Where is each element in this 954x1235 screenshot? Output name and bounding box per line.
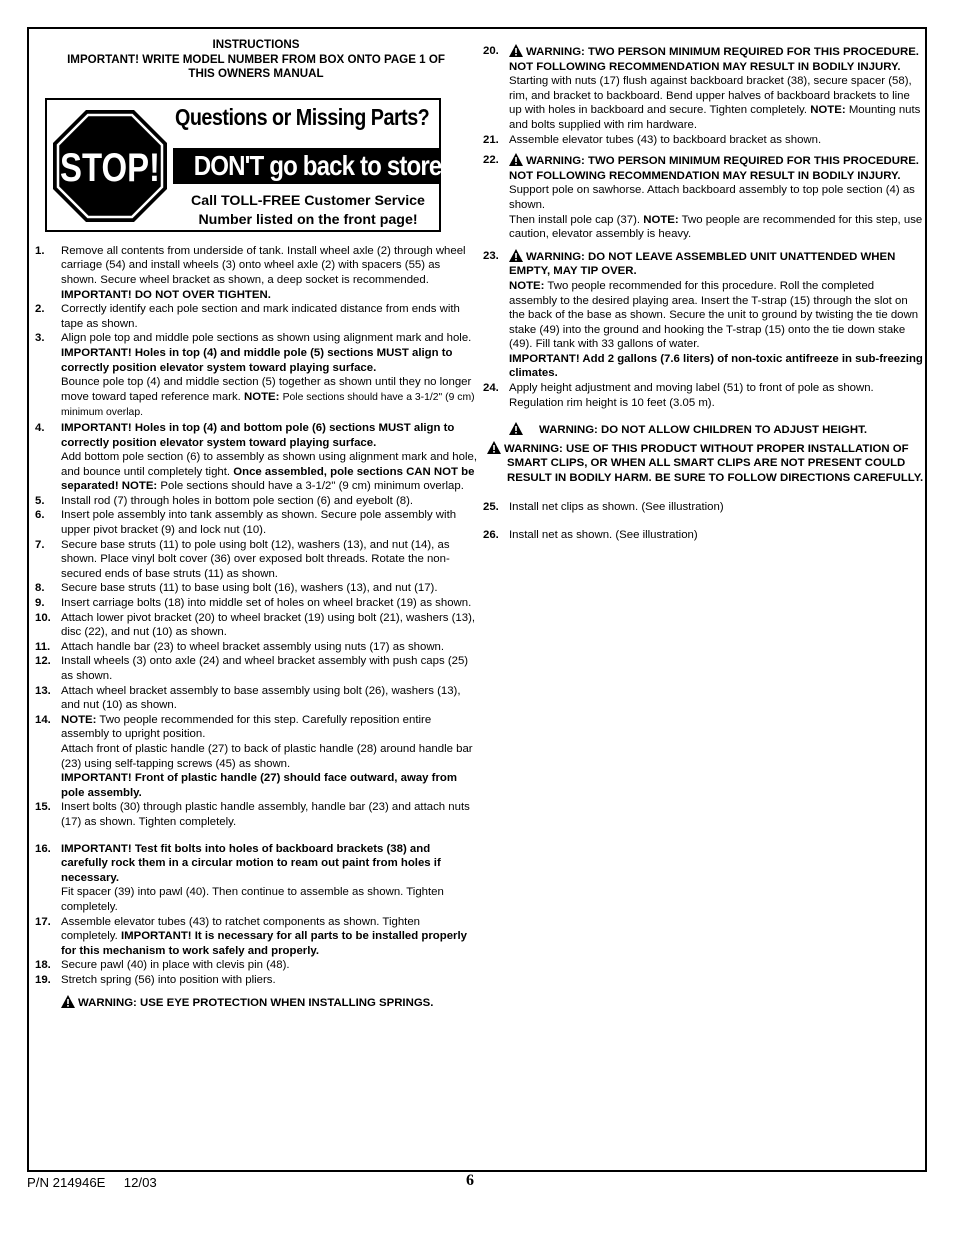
step-note: Pole sections should have a 3-1/2" (9 cm) minimum overlap. xyxy=(61,391,475,419)
step-16 xyxy=(35,842,477,915)
step-number: 7. xyxy=(35,538,45,551)
step-important: IMPORTANT! It is necessary for all parts to be installed properly for this mechanism to work safely and properly. xyxy=(61,930,467,957)
dont-go-back-text: DON'T go back to store! xyxy=(193,149,449,181)
step-number: 6. xyxy=(35,509,45,522)
header-title: INSTRUCTIONS xyxy=(212,38,300,51)
step-26 xyxy=(483,528,925,543)
step-22 xyxy=(483,153,925,242)
step-note: Pole sections should have a 3-1/2" (9 cm) minimum overlap. xyxy=(160,480,464,493)
step-important: IMPORTANT! Add 2 gallons (7.6 liters) of non-toxic antifreeze in sub-freezing climates. xyxy=(509,352,923,380)
step-number: 22. xyxy=(483,154,499,167)
step-text: Add bottom pole section (6) to assembly as shown using alignment mark and hole, and bounce until completely tight. xyxy=(61,451,477,478)
step-text: Install rod (7) through holes in bottom pole section (6) and eyebolt (8). xyxy=(61,494,414,507)
step-warning xyxy=(509,251,895,278)
step-2 xyxy=(35,302,477,331)
step-text: Assemble elevator tubes (43) to ratchet components as shown. Tighten completely. xyxy=(61,915,420,943)
step-9 xyxy=(35,596,477,611)
dont-go-back-banner xyxy=(173,148,449,184)
warning-triangle-icon xyxy=(487,441,501,454)
step-text: Align pole top and middle pole sections as shown using alignment mark and hole. xyxy=(61,332,472,345)
step-text: Install net clips as shown. (See illustration) xyxy=(509,500,724,513)
step-number: 23. xyxy=(483,249,499,262)
step-text: Remove all contents from underside of tank. Install wheel axle (2) through wheel carriage (54) and install wheels (3) onto wheel axle (2) with spacers (55) as shown. Secure wheel bracket as shown, a deep socket is recommended. xyxy=(61,244,466,286)
instructions-header xyxy=(35,38,477,82)
step-number: 9. xyxy=(35,597,45,610)
step-10 xyxy=(35,611,477,640)
step-note-label: NOTE: xyxy=(643,213,679,226)
steps-list-left xyxy=(35,244,477,1011)
warning-triangle-icon xyxy=(509,44,523,57)
step-text: Assemble elevator tubes (43) to backboard bracket as shown. xyxy=(509,133,822,146)
page-number: 6 xyxy=(466,1172,474,1189)
warning-triangle-icon xyxy=(509,153,523,166)
step-text-2: Attach front of plastic handle (27) to back of plastic handle (28) around handle bar (23) using self-tapping screws (45) as shown. xyxy=(61,742,473,770)
step-4 xyxy=(35,421,477,494)
step-warning xyxy=(509,155,919,182)
step-text: Secure base struts (11) to pole using bolt (12), washers (13), and nut (14), as shown. Place vinyl bolt cover (36) over exposed bolt threads. Rotate the non-secured ends of base struts (11) as shown. xyxy=(61,538,450,580)
step-7 xyxy=(35,538,477,582)
step-number: 20. xyxy=(483,45,499,57)
step-text: Bounce pole top (4) and middle section (5) together as shown until they no longer move toward taped reference mark. xyxy=(61,376,472,403)
step-number: 8. xyxy=(35,582,45,595)
smart-clips-warning-text: WARNING: USE OF THIS PRODUCT WITHOUT PROPER INSTALLATION OF SMART CLIPS, OR WHEN ALL SMART CLIPS ARE NOT PRESENT COULD RESULT IN BODILY HARM. BE SURE TO FOLLOW DIRECTIONS CAREFULLY. xyxy=(504,442,924,485)
header-line-2: IMPORTANT! WRITE MODEL NUMBER FROM BOX ONTO PAGE 1 OF xyxy=(67,52,445,66)
step-text: Apply height adjustment and moving label (51) to front of pole as shown. Regulation rim height is 10 feet (3.05 m). xyxy=(509,382,874,409)
step-important: IMPORTANT! Front of plastic handle (27) should face outward, away from pole assembly. xyxy=(61,772,457,799)
step-20 xyxy=(483,44,925,133)
warning-text: WARNING: DO NOT LEAVE ASSEMBLED UNIT UNATTENDED WHEN EMPTY, MAY TIP OVER. xyxy=(509,250,896,278)
step-23 xyxy=(483,249,925,381)
step-number: 2. xyxy=(35,303,45,316)
header-line-3: THIS OWNERS MANUAL xyxy=(188,67,324,81)
step-text: Two people recommended for this procedure. Roll the completed assembly to the desired playing area. Insert the T-strap (15) through the slot on the back of the base as shown. Secure the unit to ground by twisting the tie down stake (49) into the ground and hooking the T-strap (15) onto the tie down stake (49). Fill tank with 33 gallons of water. xyxy=(509,279,919,351)
stop-text: STOP! xyxy=(60,145,160,190)
step-important: IMPORTANT! Test fit bolts into holes of backboard brackets (38) and carefully rock them in a circular motion to ream out paint from holes if necessary. xyxy=(61,842,441,884)
step-number: 14. xyxy=(35,713,51,726)
right-column xyxy=(483,44,925,543)
step-3 xyxy=(35,331,477,421)
step-text: Attach wheel bracket assembly to base assembly using bolt (26), washers (13), and nut (10) as shown. xyxy=(61,684,461,712)
step-number: 26. xyxy=(483,529,499,542)
step-number: 1. xyxy=(35,244,45,257)
stop-banner xyxy=(45,98,449,232)
step-number: 24. xyxy=(483,382,499,395)
step-text: Support pole on sawhorse. Attach backboard assembly to top pole section (4) as shown. xyxy=(509,184,915,211)
step-note-label: NOTE: xyxy=(509,279,545,292)
step-text: Attach lower pivot bracket (20) to wheel bracket (19) using bolt (21), washers (13), disc (22), and nut (10) as shown. xyxy=(61,611,476,639)
step-21 xyxy=(483,133,925,148)
step-25 xyxy=(483,500,925,515)
step-13 xyxy=(35,684,477,713)
call-line-1: Call TOLL-FREE Customer Service xyxy=(191,192,425,209)
step-note-label: NOTE: xyxy=(810,104,846,117)
warning-text: WARNING: USE EYE PROTECTION WHEN INSTALLING SPRINGS. xyxy=(78,997,434,1010)
children-warning xyxy=(483,422,925,438)
step-number: 13. xyxy=(35,684,51,697)
step-19 xyxy=(35,973,477,1011)
step-warning xyxy=(509,46,919,73)
step-5 xyxy=(35,494,477,509)
warning-triangle-icon xyxy=(509,249,523,262)
step-number: 19. xyxy=(35,973,51,986)
step-text: Insert carriage bolts (18) into middle set of holes on wheel bracket (19) as shown. xyxy=(61,597,472,610)
left-column xyxy=(35,38,477,1011)
step-8 xyxy=(35,581,477,596)
smart-clips-warning xyxy=(483,441,925,486)
step-text: Starting with nuts (17) flush against backboard bracket (38), secure spacer (58), rim, and bracket to backboard. Bend upper halves of backboard brackets to line up with holes in backboard and secure. Tighten completely. xyxy=(509,75,912,117)
call-line-2: Number listed on the front page! xyxy=(198,211,418,228)
step-note: Mounting nuts and bolts supplied with rim hardware. xyxy=(509,104,921,131)
warning-triangle-icon xyxy=(61,995,75,1008)
step-number: 4. xyxy=(35,421,45,434)
step-text: Fit spacer (39) into pawl (40). Then continue to assemble as shown. Tighten completely. xyxy=(61,886,444,913)
children-warning-text: WARNING: DO NOT ALLOW CHILDREN TO ADJUST HEIGHT. xyxy=(539,424,867,437)
step-text: Stretch spring (56) into position with pliers. xyxy=(61,973,276,986)
step-text: Correctly identify each pole section and mark indicated distance from ends with tape as shown. xyxy=(61,303,460,330)
warning-text: WARNING: TWO PERSON MINIMUM REQUIRED FOR THIS PROCEDURE. NOT FOLLOWING RECOMMENDATION MAY RESULT IN BODILY INJURY. xyxy=(509,46,919,73)
step-number: 21. xyxy=(483,133,499,146)
step-text-2: Then install pole cap (37). xyxy=(509,213,641,226)
step-text: Two people recommended for this step. Carefully reposition entire assembly to upright position. xyxy=(61,713,432,741)
step-number: 12. xyxy=(35,655,51,668)
step-24 xyxy=(483,381,925,410)
step-number: 11. xyxy=(35,640,51,653)
step-note-label: NOTE: xyxy=(61,713,97,726)
customer-service-note xyxy=(175,192,441,230)
step-15 xyxy=(35,800,477,829)
step-important: IMPORTANT! DO NOT OVER TIGHTEN. xyxy=(61,288,271,301)
step-number: 25. xyxy=(483,500,499,513)
part-number: P/N 214946E 12/03 xyxy=(27,1175,157,1190)
step-number: 16. xyxy=(35,842,51,855)
step-18 xyxy=(35,958,477,973)
step-warning xyxy=(61,995,477,1011)
step-text: Secure base struts (11) to base using bolt (16), washers (13), and nut (17). xyxy=(61,582,438,595)
step-number: 10. xyxy=(35,611,51,624)
step-text: Insert bolts (30) through plastic handle assembly, handle bar (23) and attach nuts (17) as shown. Tighten completely. xyxy=(61,801,470,828)
step-number: 5. xyxy=(35,494,45,507)
step-note-label: NOTE: xyxy=(243,390,280,403)
step-11 xyxy=(35,640,477,655)
step-text: Attach handle bar (23) to wheel bracket assembly using nuts (17) as shown. xyxy=(61,640,445,653)
step-important: IMPORTANT! Holes in top (4) and bottom pole (6) sections MUST align to correctly position elevator system toward playing surface. xyxy=(61,421,455,449)
steps-list-right xyxy=(483,44,925,543)
step-12 xyxy=(35,654,477,683)
step-note: Two people are recommended for this step, use caution, elevator assembly is heavy. xyxy=(509,213,923,241)
step-number: 17. xyxy=(35,915,51,928)
step-number: 15. xyxy=(35,801,51,814)
step-1 xyxy=(35,244,477,302)
step-important-2: Once assembled, pole sections CAN NOT be separated! NOTE: xyxy=(61,465,475,493)
stop-sign-icon xyxy=(51,108,169,224)
step-text: Secure pawl (40) in place with clevis pin (48). xyxy=(61,959,290,972)
warning-text: WARNING: TWO PERSON MINIMUM REQUIRED FOR THIS PROCEDURE. NOT FOLLOWING RECOMMENDATION MAY RESULT IN BODILY INJURY. xyxy=(509,155,919,182)
step-text: Install net as shown. (See illustration) xyxy=(509,529,698,542)
step-number: 18. xyxy=(35,959,51,972)
step-number: 3. xyxy=(35,332,45,345)
step-14 xyxy=(35,713,477,801)
warning-triangle-icon xyxy=(509,422,523,435)
step-6 xyxy=(35,508,477,537)
step-17 xyxy=(35,915,477,959)
step-important: IMPORTANT! Holes in top (4) and middle pole (5) sections MUST align to correctly position elevator system toward playing surface. xyxy=(61,346,453,374)
missing-parts-question: Questions or Missing Parts? xyxy=(175,103,430,130)
step-text: Insert pole assembly into tank assembly as shown. Secure pole assembly with upper pivot bracket (9) and lock nut (10). xyxy=(61,509,457,537)
step-text: Install wheels (3) onto axle (24) and wheel bracket assembly with push caps (25) as shown. xyxy=(61,655,469,682)
